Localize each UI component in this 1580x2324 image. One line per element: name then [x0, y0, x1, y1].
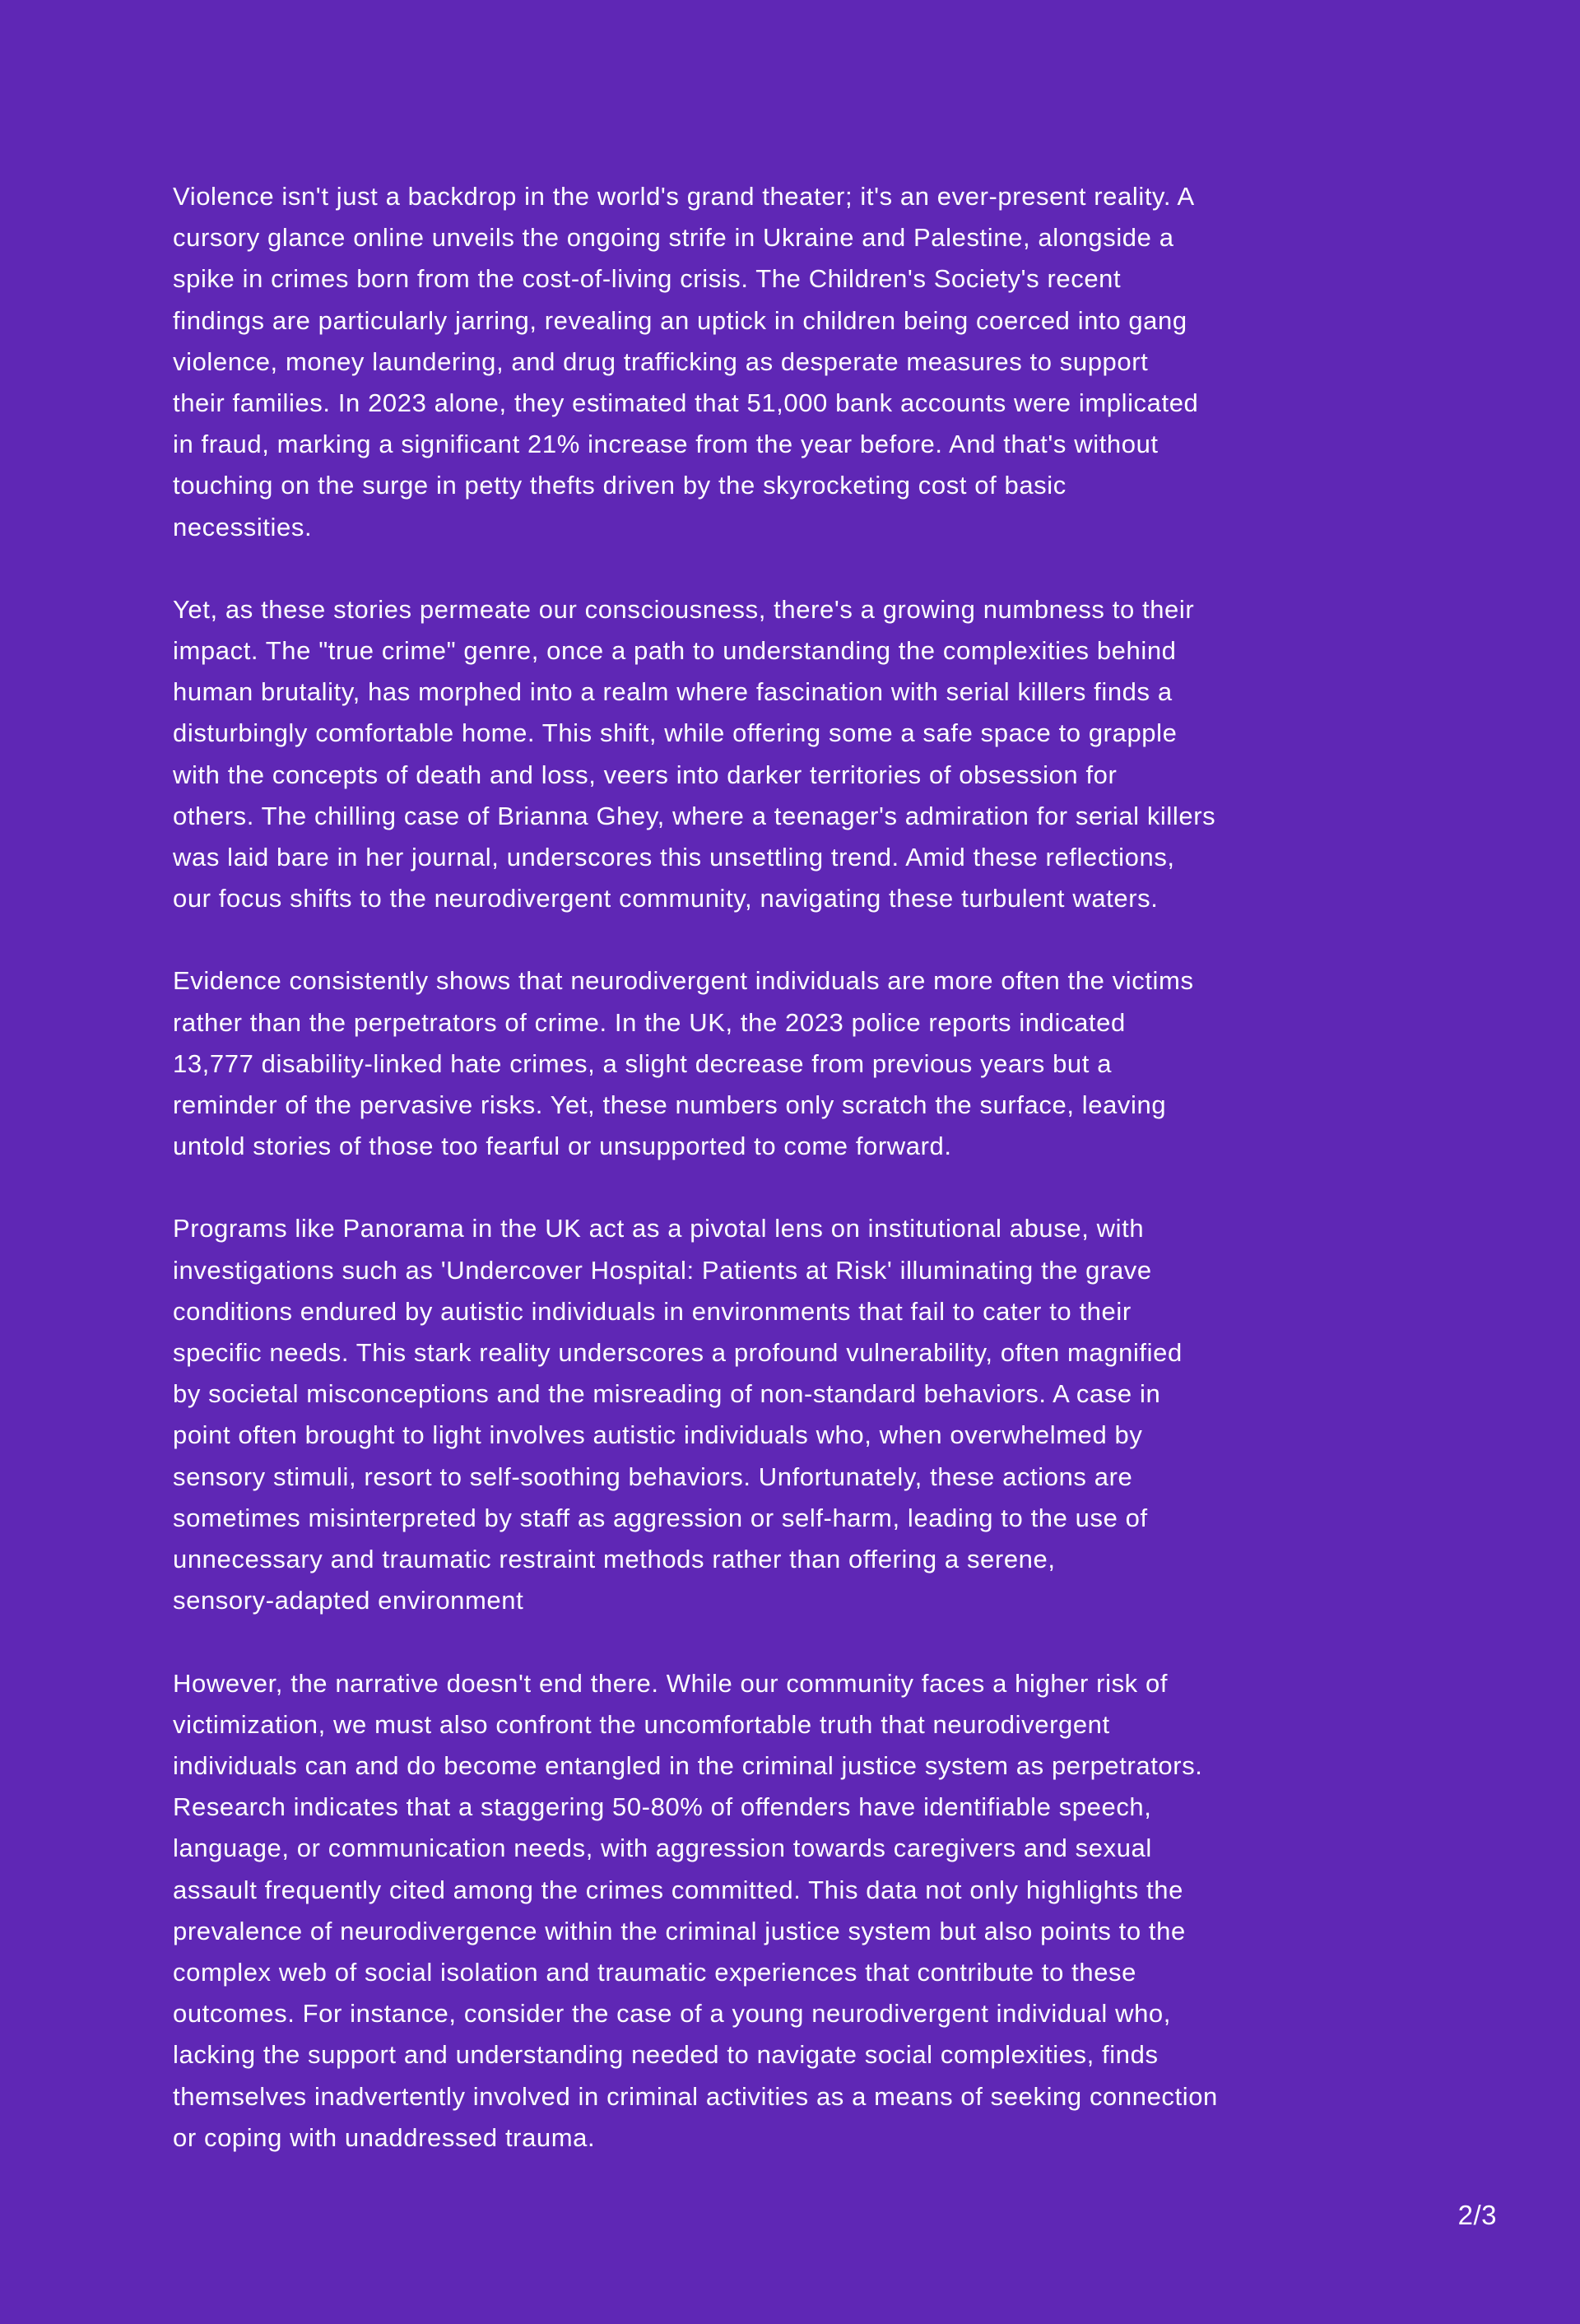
page-number: 2/3: [1457, 2200, 1497, 2230]
paragraph-victims-evidence: Evidence consistently shows that neurodivergent individuals are more often the victims rather than the perpetrators of crime. In the UK, the 2023 police reports indicated 13,777 disability-linked hate crimes, a slight decrease from previous years but a reminder of the pervasive risks. Yet, these numbers only scratch the surface, leaving untold stories of those too fearful or unsupported to come forward.: [173, 966, 1194, 1161]
paragraph-violence-reality: Violence isn't just a backdrop in the world's grand theater; it's an ever-present reality. A cursory glance online unveils the ongoing strife in Ukraine and Palestine, alongside a spike in crimes born from the cost-of-living crisis. The Children's Society's recent findings are particularly jarring, revealing an uptick in children being coerced into gang violence, money laundering, and drug trafficking as desperate measures to support their families. In 2023 alone, they estimated that 51,000 bank accounts were implicated in fraud, marking a significant 21% increase from the year before. And that's without touching on the surge in petty thefts driven by the skyrocketing cost of basic necessities.: [173, 182, 1199, 541]
article-body: [173, 176, 1411, 2200]
paragraph-institutional-abuse: Programs like Panorama in the UK act as a pivotal lens on institutional abuse, with investigations such as 'Undercover Hospital: Patients at Risk' illuminating the grave conditions endured by autistic individuals in environments that fail to cater to their specific needs. This stark reality underscores a profound vulnerability, often magnified by societal misconceptions and the misreading of non-standard behaviors. A case in point often brought to light involves autistic individuals who, when overwhelmed by sensory stimuli, resort to self-soothing behaviors. Unfortunately, these actions are sometimes misinterpreted by staff as aggression or self-harm, leading to the use of unnecessary and traumatic restraint methods rather than offering a serene, sensory-adapted environment: [173, 1214, 1183, 1615]
paragraph-true-crime-numbness: Yet, as these stories permeate our consciousness, there's a growing numbness to their impact. The "true crime" genre, once a path to understanding the complexities behind human brutality, has morphed into a realm where fascination with serial killers finds a disturbingly comfortable home. This shift, while offering some a safe space to grapple with the concepts of death and loss, veers into darker territories of obsession for others. The chilling case of Brianna Ghey, where a teenager's admiration for serial killers was laid bare in her journal, underscores this unsettling trend. Amid these reflections, our focus shifts to the neurodivergent community, navigating these turbulent waters.: [173, 594, 1216, 913]
paragraph-criminal-justice: However, the narrative doesn't end there. While our community faces a higher risk of victimization, we must also confront the uncomfortable truth that neurodivergent individuals can and do become entangled in the criminal justice system as perpetrators. Research indicates that a staggering 50-80% of offenders have identifiable speech, language, or communication needs, with aggression towards caregivers and sexual assault frequently cited among the crimes committed. This data not only highlights the prevalence of neurodivergence within the criminal justice system but also points to the complex web of social isolation and traumatic experiences that contribute to these outcomes. For instance, consider the case of a young neurodivergent individual who, lacking the support and understanding needed to navigate social complexities, finds themselves inadvertently involved in criminal activities as a means of seeking connection or coping with unaddressed trauma.: [173, 1668, 1218, 2152]
